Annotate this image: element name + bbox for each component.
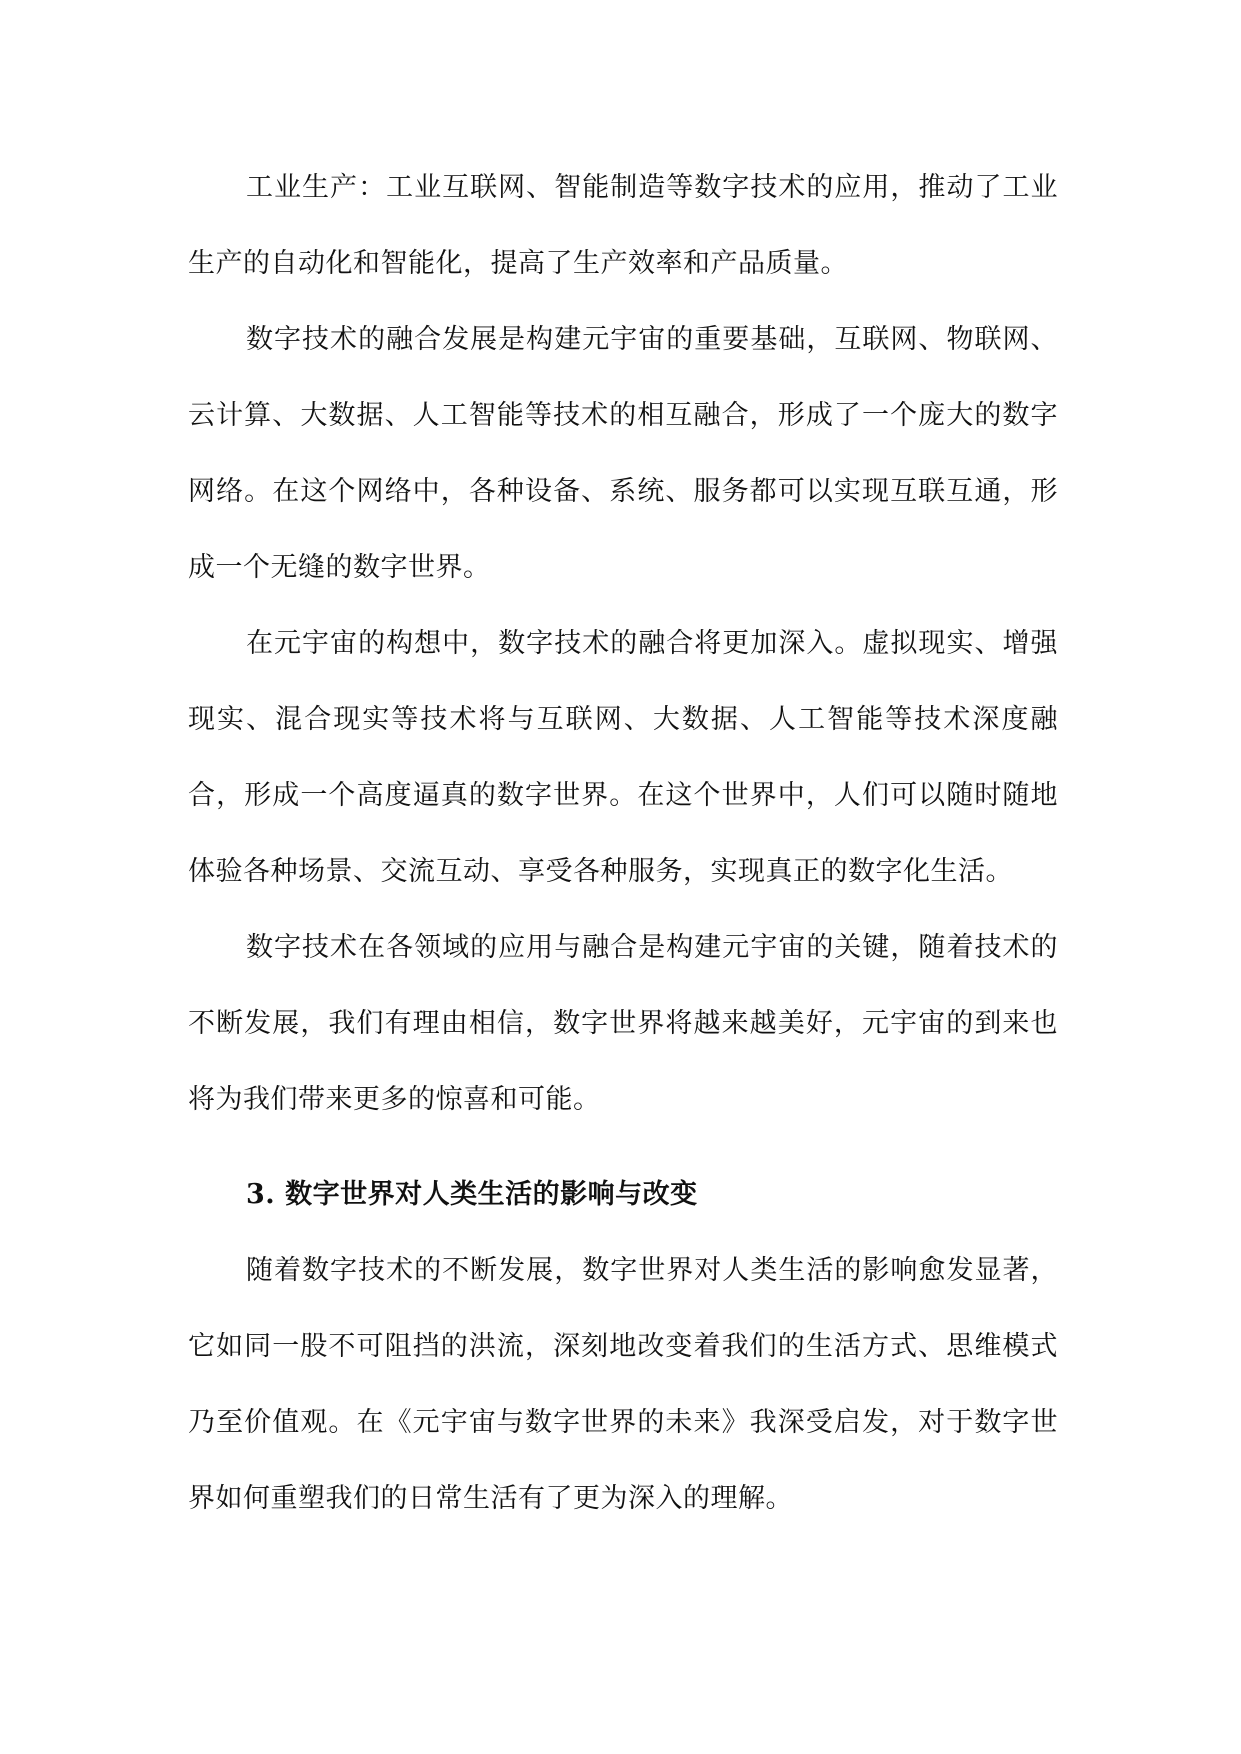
paragraph-metaverse-vision: 在元宇宙的构想中，数字技术的融合将更加深入。虚拟现实、增强现实、混合现实等技术将与互联网、大数据、人工智能等技术深度融合，形成一个高度逼真的数字世界。在这个世界中，人们可以随时随地体验各种场景、交流互动、享受各种服务，实现真正的数字化生活。 <box>188 628 1058 887</box>
section-heading: 3. 数字世界对人类生活的影响与改变 <box>246 1179 698 1210</box>
paragraph-industrial-production: 工业生产：工业互联网、智能制造等数字技术的应用，推动了工业生产的自动化和智能化，提高了生产效率和产品质量。 <box>188 172 1058 279</box>
document-page <box>188 150 1058 1537</box>
paragraph-conclusion: 数字技术在各领域的应用与融合是构建元宇宙的关键，随着技术的不断发展，我们有理由相信，数字世界将越来越美好，元宇宙的到来也将为我们带来更多的惊喜和可能。 <box>188 932 1058 1115</box>
paragraph-technology-fusion: 数字技术的融合发展是构建元宇宙的重要基础，互联网、物联网、云计算、大数据、人工智能等技术的相互融合，形成了一个庞大的数字网络。在这个网络中，各种设备、系统、服务都可以实现互联互通，形成一个无缝的数字世界。 <box>188 324 1058 583</box>
paragraph-impact-intro: 随着数字技术的不断发展，数字世界对人类生活的影响愈发显著，它如同一股不可阻挡的洪流，深刻地改变着我们的生活方式、思维模式乃至价值观。在《元宇宙与数字世界的未来》我深受启发，对于数字世界如何重塑我们的日常生活有了更为深入的理解。 <box>188 1255 1058 1514</box>
